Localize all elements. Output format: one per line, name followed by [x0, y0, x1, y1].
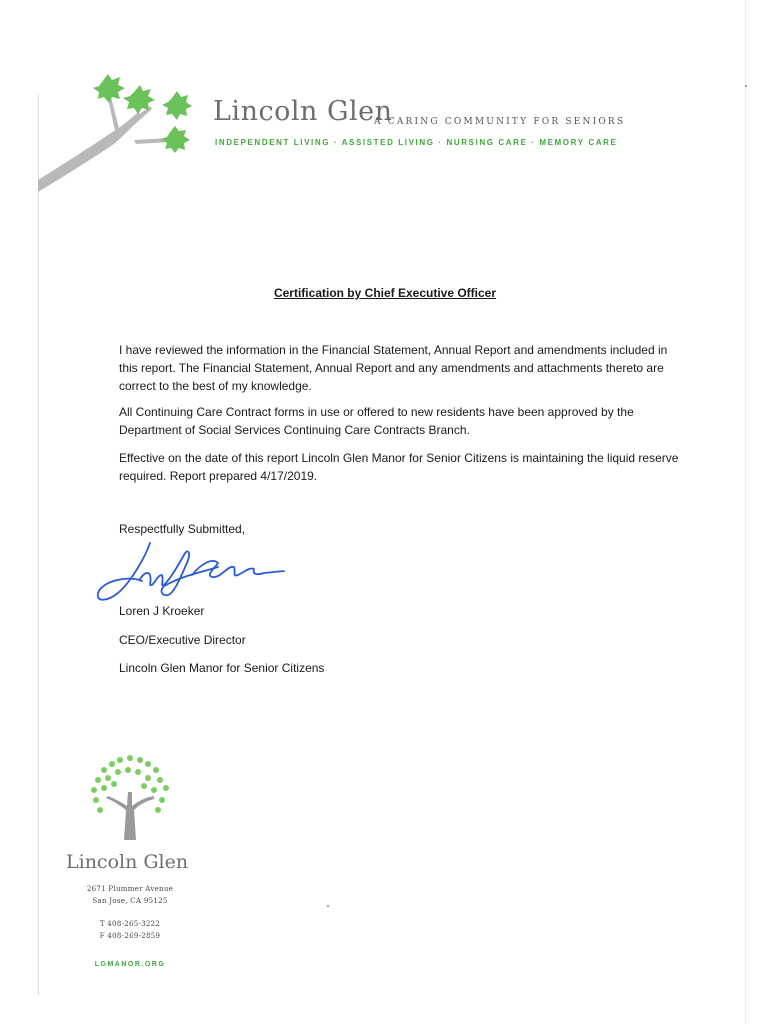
tree-branch-leaves-icon	[38, 60, 208, 200]
footer-fax: F 408-269-2859	[99, 932, 161, 940]
footer-website: LGMANOR.ORG	[94, 961, 166, 968]
document-title: Certification by Chief Executive Officer	[273, 286, 497, 300]
scan-speck	[745, 85, 747, 87]
scan-edge	[745, 0, 746, 1024]
signer-organization: Lincoln Glen Manor for Senior Citizens	[119, 661, 325, 675]
footer-phone: T 408-265-3222	[99, 920, 161, 928]
footer-brand-name: Lincoln Glen	[66, 851, 189, 873]
scan-speck	[327, 905, 329, 907]
signer-name: Loren J Kroeker	[119, 604, 205, 618]
brand-services: INDEPENDENT LIVING · ASSISTED LIVING · NURSING CARE · MEMORY CARE	[215, 138, 618, 147]
footer-address: 2671 Plummer Avenue	[86, 885, 174, 893]
brand-tagline: A CARING COMMUNITY FOR SENIORS	[374, 117, 626, 127]
paragraph: I have reviewed the information in the Financial Statement, Annual Report and amendments included in this report. The Financial Statement, Annual Report and any amendments and attachments thereto are correct to the best of my knowledge.	[119, 343, 668, 393]
footer-address: San Jose, CA 95125	[92, 897, 168, 905]
signer-title: CEO/Executive Director	[119, 633, 246, 647]
tree-icon	[82, 752, 178, 842]
paragraph: Effective on the date of this report Lincoln Glen Manor for Senior Citizens is maintaining the liquid reserve required. Report prepared 4/17/2019.	[119, 451, 679, 483]
closing-line: Respectfully Submitted,	[119, 522, 246, 536]
handwritten-signature	[88, 535, 288, 615]
scan-edge	[38, 95, 39, 995]
brand-name: Lincoln Glen	[213, 96, 393, 127]
paragraph: All Continuing Care Contract forms in use or offered to new residents have been approved by the Department of Social Services Continuing Care Contracts Branch.	[119, 405, 634, 437]
